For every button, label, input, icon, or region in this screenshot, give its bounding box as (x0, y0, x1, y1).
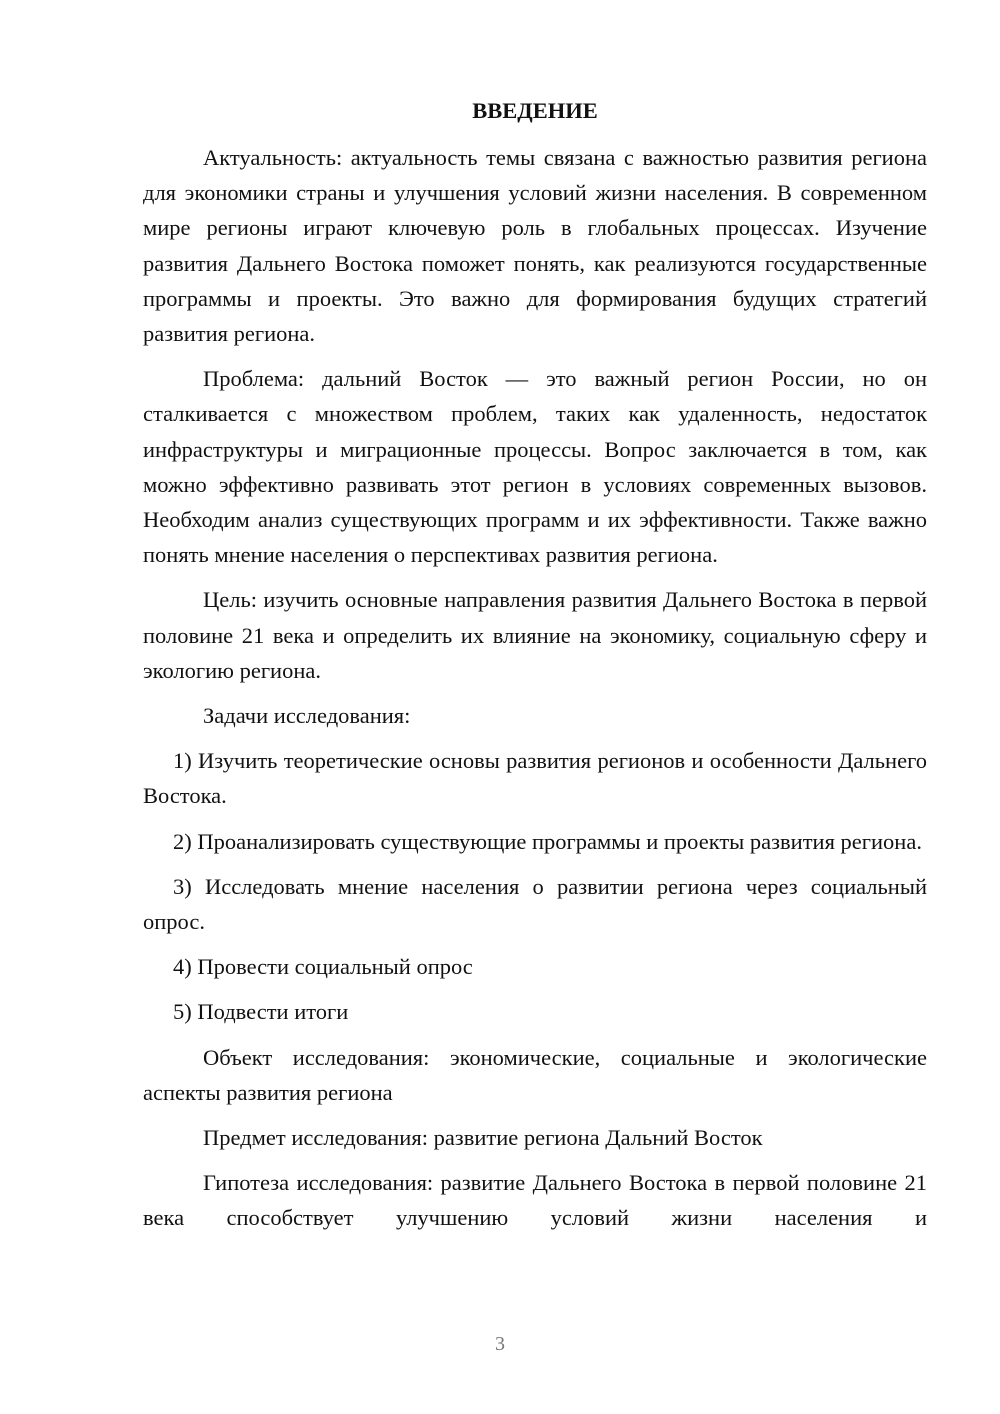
section-title: ВВЕДЕНИЕ (472, 98, 598, 123)
task-item-5: 5) Подвести итоги (173, 999, 349, 1025)
paragraph-relevance: Актуальность: актуальность темы связана с важностью развития региона для экономики страны и улучшения условий жизни населения. В современном мире регионы играют ключевую роль в глобальных процессах. Изучение развития Дальнего Востока поможет понять, как реализуются государственные программы и проекты. Это важно для формирования будущих стратегий развития региона. (143, 145, 927, 347)
paragraph-goal: Цель: изучить основные направления развития Дальнего Востока в первой половине 21 века и определить их влияние на экономику, социальную сферу и экологию региона. (143, 587, 927, 683)
document-page (143, 93, 927, 1246)
paragraph-object: Объект исследования: экономические, социальные и экологические аспекты развития региона (143, 1044, 927, 1105)
task-item-3: 3) Исследовать мнение населения о развитии региона через социальный опрос. (143, 873, 927, 935)
page-number: 3 (495, 1333, 505, 1355)
task-item-4: 4) Провести социальный опрос (173, 954, 473, 980)
task-item-1: 1) Изучить теоретические основы развития регионов и особенности Дальнего Востока. (143, 748, 927, 809)
paragraph-tasks-heading: Задачи исследования: (203, 703, 411, 729)
task-item-2: 2) Проанализировать существующие программы и проекты развития региона. (173, 828, 922, 854)
paragraph-subject: Предмет исследования: развитие региона Дальний Восток (203, 1125, 763, 1151)
paragraph-problem: Проблема: дальний Восток — это важный регион России, но он сталкивается с множеством проблем, таких как удаленность, недостаток инфраструктуры и миграционные процессы. Вопрос заключается в том, как можно эффективно развивать этот регион в условиях современных вызовов. Необходим анализ существующих программ и их эффективности. Также важно понять мнение населения о перспективах развития региона. (143, 366, 927, 568)
paragraph-hypothesis: Гипотеза исследования: развитие Дальнего Востока в первой половине 21 века способствует улучшению условий жизни населения и (143, 1170, 927, 1231)
